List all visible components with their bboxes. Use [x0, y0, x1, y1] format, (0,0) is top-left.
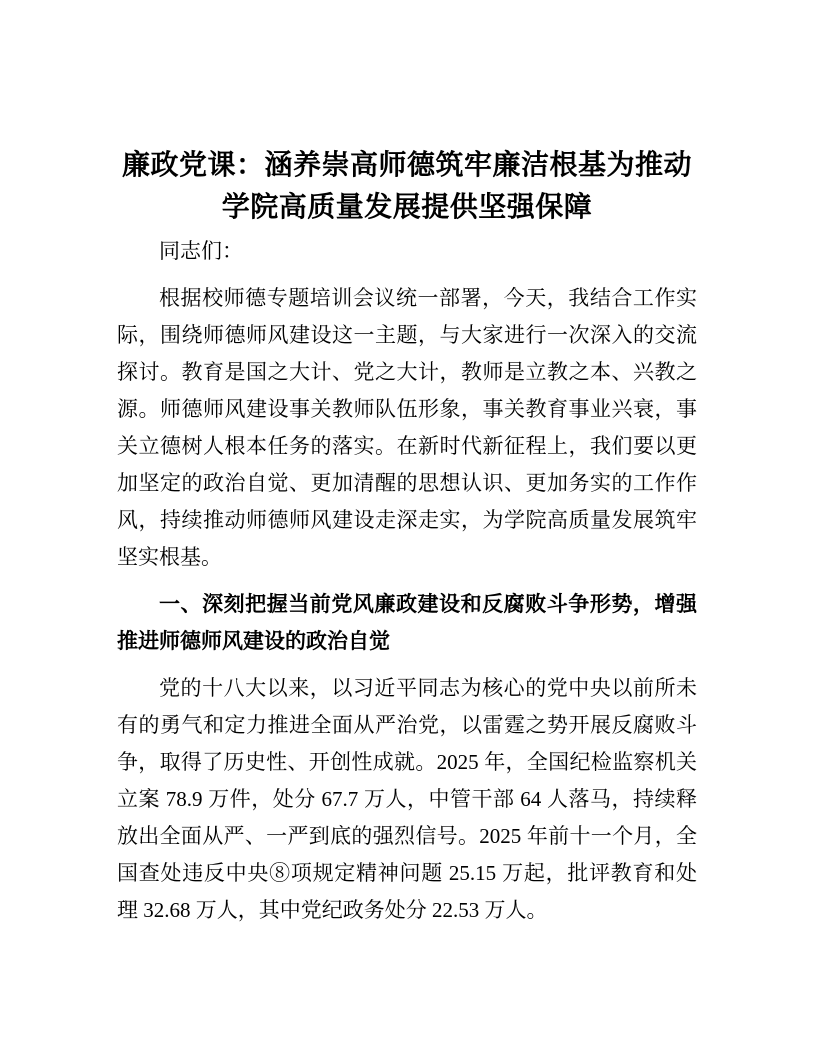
paragraph-intro: 根据校师德专题培训会议统一部署，今天，我结合工作实际，围绕师德师风建设这一主题，与大家进行一次深入的交流探讨。教育是国之大计、党之大计，教师是立教之本、兴教之源。师德师风建设事关教师队伍形象，事关教育事业兴衰，事关立德树人根本任务的落实。在新时代新征程上，我们要以更加坚定的政治自觉、更加清醒的思想认识、更加务实的工作作风，持续推动师德师风建设走深走实，为学院高质量发展筑牢坚实根基。	[117, 286, 697, 569]
document-title-line-2: 学院高质量发展提供坚强保障	[221, 191, 593, 222]
salutation: 同志们：	[159, 239, 243, 263]
paragraph-section-1-body: 党的十八大以来，以习近平同志为核心的党中央以前所未有的勇气和定力推进全面从严治党，以雷霆之势开展反腐败斗争，取得了历史性、开创性成就。2025 年，全国纪检监察机关立案 78.9 万件，处分 67.7 万人，中管干部 64 人落马，持续释放出全面从严、一严到底的强烈信号。2025 年前十一个月，全国查处违反中央⑧项规定精神问题 25.15 万起，批评教育和处理 32.68 万人，其中党纪政务处分 22.53 万人。	[117, 676, 697, 922]
document-title-line-1: 廉政党课：涵养崇高师德筑牢廉洁根基为推动	[121, 149, 692, 180]
document-title	[117, 144, 697, 228]
section-heading-1: 一、深刻把握当前党风廉政建设和反腐败斗争形势，增强推进师德师风建设的政治自觉	[117, 592, 697, 653]
